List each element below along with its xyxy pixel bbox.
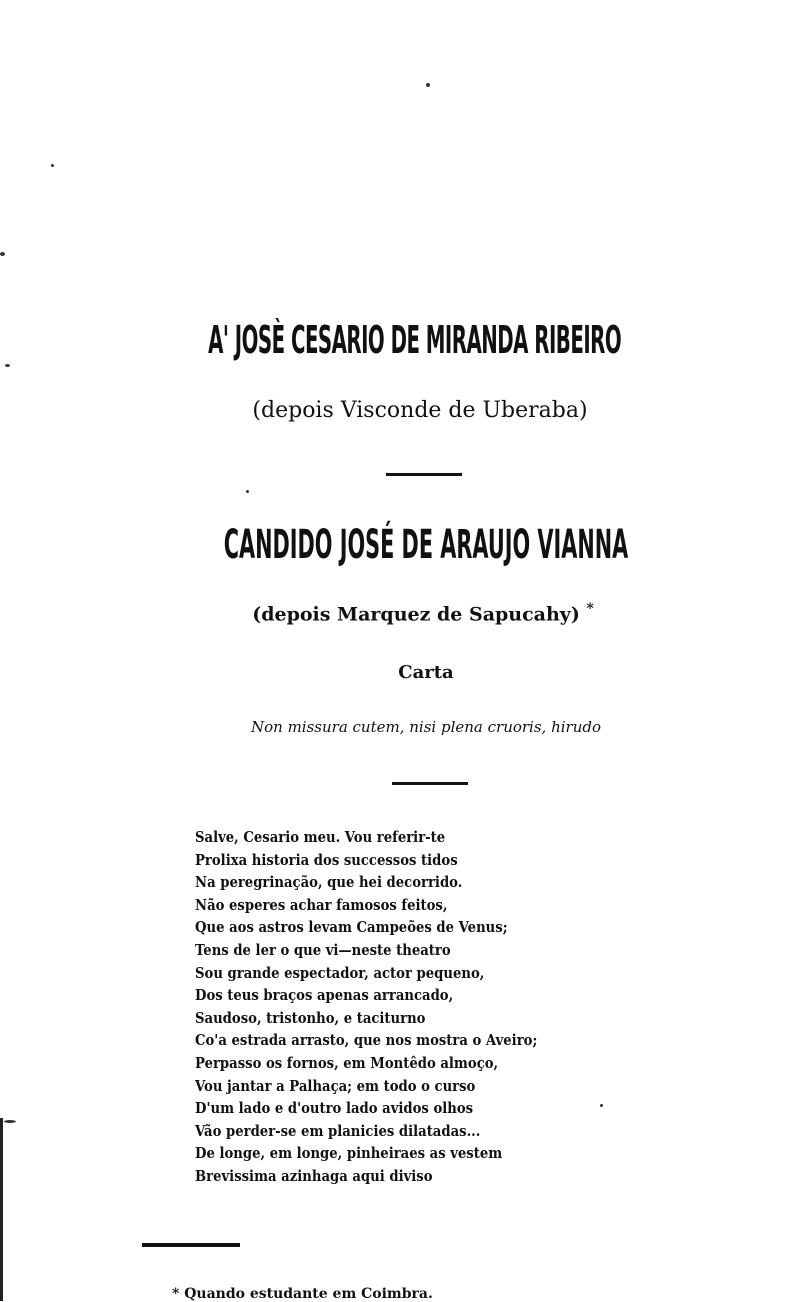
section-title: Carta	[398, 662, 454, 683]
poem-line: Na peregrinação, que hei decorrido.	[195, 873, 463, 892]
poem-line: D'um lado e d'outro lado avidos olhos	[195, 1099, 474, 1118]
poem-line: Salve, Cesario meu. Vou referir-te	[195, 828, 446, 846]
footnote-marker: *	[586, 601, 594, 617]
poem-line: Tens de ler o que vi—neste theatro	[195, 940, 451, 959]
poem-line: Co'a estrada arrasto, que nos mostra o Aveiro;	[195, 1031, 538, 1050]
footnote: * Quando estudante em Coimbra.	[172, 1286, 433, 1302]
subheading-2-text: (depois Marquez de Sapucahy)	[252, 603, 580, 626]
poem-line: Que aos astros levam Campeões de Venus;	[195, 918, 508, 937]
poem-line: De longe, em longe, pinheiraes as vestem	[195, 1144, 503, 1163]
poem-line: Vão perder-se em planicies dilatadas...	[195, 1121, 481, 1140]
scan-speck	[600, 1104, 603, 1107]
poem-line: Perpasso os fornos, em Montêdo almoço,	[195, 1053, 499, 1072]
footnote-rule	[142, 1243, 240, 1247]
dedication-heading-2: CANDIDO JOSÉ DE ARAUJO VIANNA	[223, 522, 629, 568]
poem-line: Brevissima azinhaga aqui diviso	[195, 1166, 433, 1185]
dedication-subheading-2	[0, 601, 812, 625]
scan-speck	[51, 164, 54, 167]
scan-speck	[4, 1120, 16, 1123]
poem-line: Sou grande espectador, actor pequeno,	[195, 963, 485, 982]
dedication-subheading-1: (depois Visconde de Uberaba)	[252, 398, 588, 423]
poem-line: Dos teus braços apenas arrancado,	[195, 986, 454, 1005]
scan-speck	[246, 490, 249, 493]
poem-line: Saudoso, tristonho, e taciturno	[195, 1008, 426, 1027]
scan-edge-mark	[0, 1118, 3, 1301]
epigraph: Non missura cutem, nisi plena cruoris, hirudo	[250, 718, 602, 736]
dedication-heading-1: A' JOSÈ CESARIO DE MIRANDA RIBEIRO	[208, 318, 622, 362]
poem-line: Não esperes achar famosos feitos,	[195, 895, 448, 914]
divider-rule	[392, 782, 468, 785]
divider-rule	[386, 473, 462, 476]
scan-speck	[5, 364, 10, 367]
scan-speck	[426, 83, 430, 87]
poem-line: Vou jantar a Palhaça; em todo o curso	[195, 1076, 476, 1095]
scan-speck	[0, 252, 5, 256]
poem-line: Prolixa historia dos successos tidos	[195, 850, 458, 869]
poem-body	[195, 826, 537, 1188]
